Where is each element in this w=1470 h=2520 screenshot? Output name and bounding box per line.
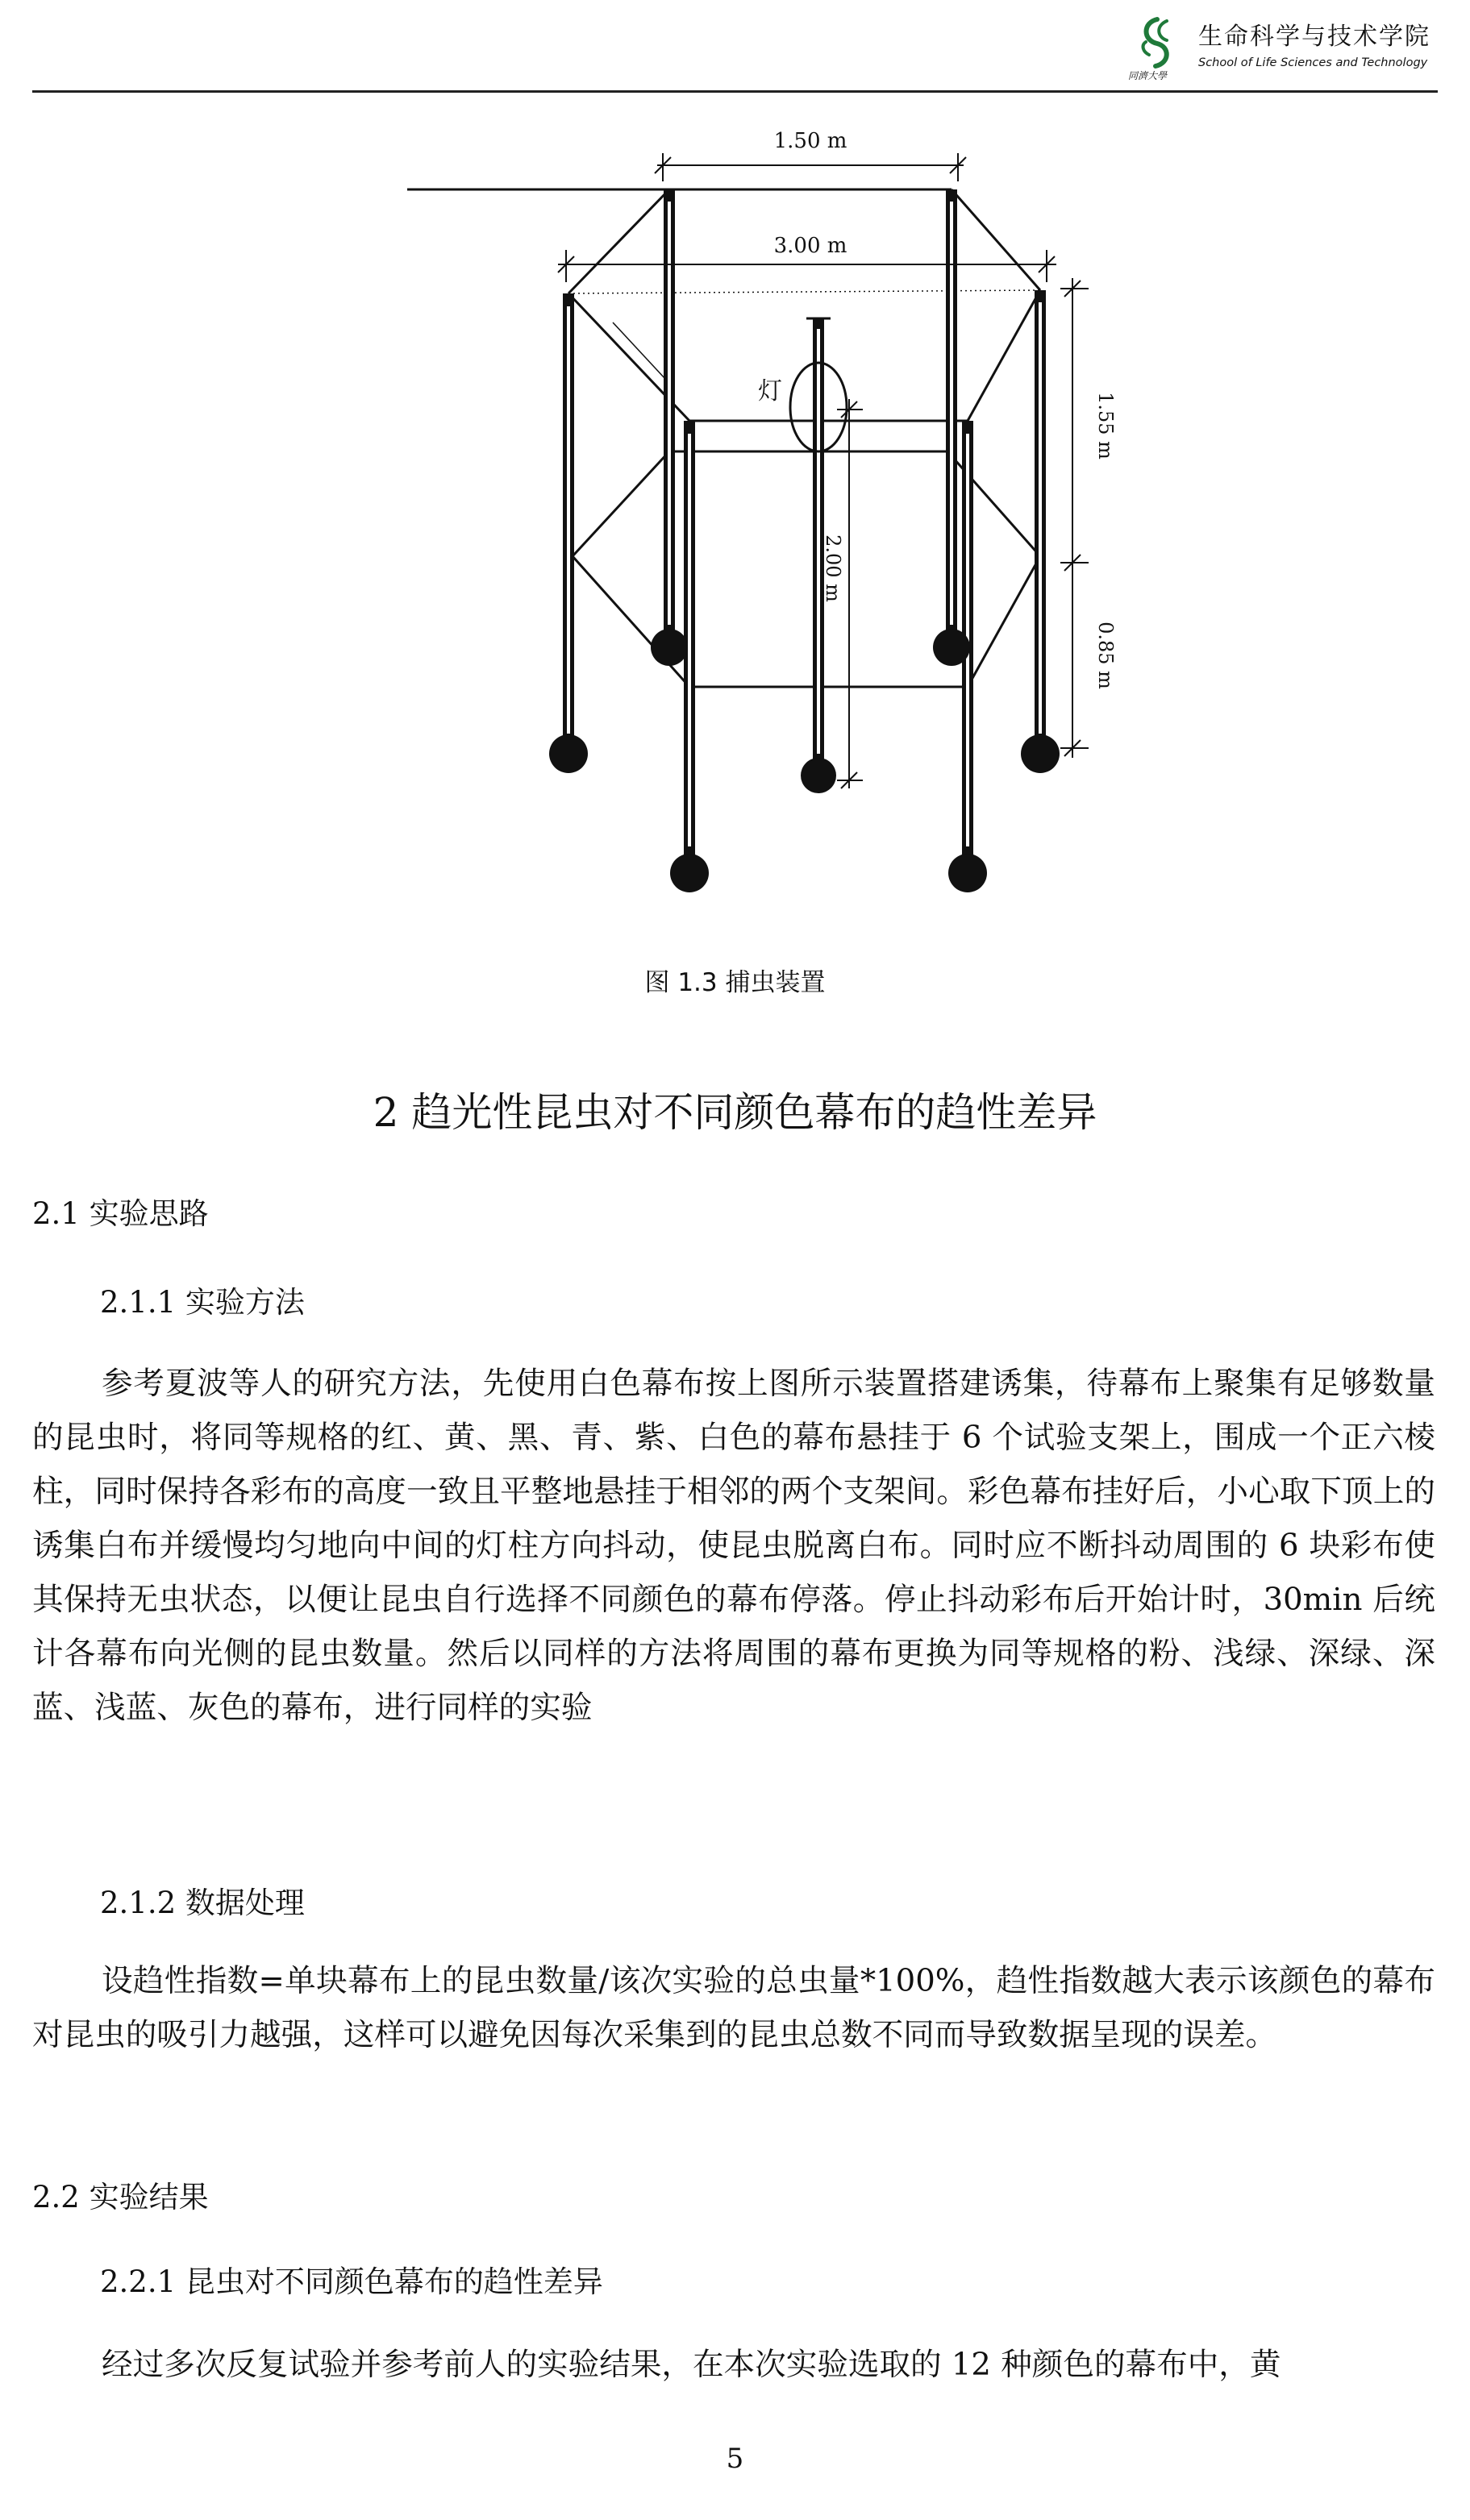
pole-bases [549,629,1060,892]
dimension-top [655,153,966,181]
section-heading-2-2-1: 2.2.1 昆虫对不同颜色幕布的趋性差异 [100,2264,603,2299]
section-heading-2-1-2: 2.1.2 数据处理 [100,1886,305,1920]
chapter-title: 2 趋光性昆虫对不同颜色幕布的趋性差异 [373,1089,1097,1136]
school-name-en: School of Life Sciences and Technology [1198,56,1428,69]
insect-trap-diagram [379,121,1117,911]
lamp-label: 灯 [758,377,782,405]
page-number: 5 [726,2443,744,2475]
dimension-right [1060,278,1089,758]
dim-label-right-upper: 1.55 m [1094,392,1117,460]
school-name-cn: 生命科学与技术学院 [1198,23,1430,51]
paragraph-method: 参考夏波等人的研究方法，先使用白色幕布按上图所示装置搭建诱集，待幕布上聚集有足够数量的昆虫时，将同等规格的红、黄、黑、青、紫、白色的幕布悬挂于 6 个试验支架上，围成一个正六棱柱，同时保持各彩布的高度一致且平整地悬挂于相邻的两个支架间。彩色幕布挂好后，小心取下顶上的诱集白布并缓慢均匀地向中间的灯柱方向抖动，使昆虫脱离白布。同时应不断抖动周围的 6 块彩布使其保持无虫状态，以便让昆虫自行选择不同颜色的幕布停落。停止抖动彩布后开始计时，30min 后统计各幕布向光侧的昆虫数量。然后以同样的方法将周围的幕布更换为同等规格的粉、浅绿、深绿、深蓝、浅蓝、灰色的幕布，进行同样的实验 [32,1366,1435,1726]
dim-label-right-lower: 0.85 m [1094,622,1117,689]
dim-label-top: 1.50 m [773,129,847,153]
figure-caption: 图 1.3 捕虫装置 [644,968,826,997]
dim-label-center: 2.00 m [822,534,844,602]
section-heading-2-1: 2.1 实验思路 [32,1196,209,1231]
university-logo [1125,13,1197,82]
upper-frame [407,189,1040,421]
svg-text:同濟大學: 同濟大學 [1128,70,1168,81]
poles [568,189,1040,859]
page-header [32,0,1438,93]
section-heading-2-2: 2.2 实验结果 [32,2180,209,2214]
paragraph-results: 经过多次反复试验并参考前人的实验结果，在本次实验选取的 12 种颜色的幕布中，黄 [102,2347,1281,2383]
paragraph-data-processing: 设趋性指数=单块幕布上的昆虫数量/该次实验的总虫量*100%，趋性指数越大表示该颜色的幕布对昆虫的吸引力越强，这样可以避免因每次采集到的昆虫总数不同而导致数据呈现的误差。 [32,1963,1435,2053]
dim-label-width: 3.00 m [773,234,847,258]
section-heading-2-1-1: 2.1.1 实验方法 [100,1285,305,1320]
